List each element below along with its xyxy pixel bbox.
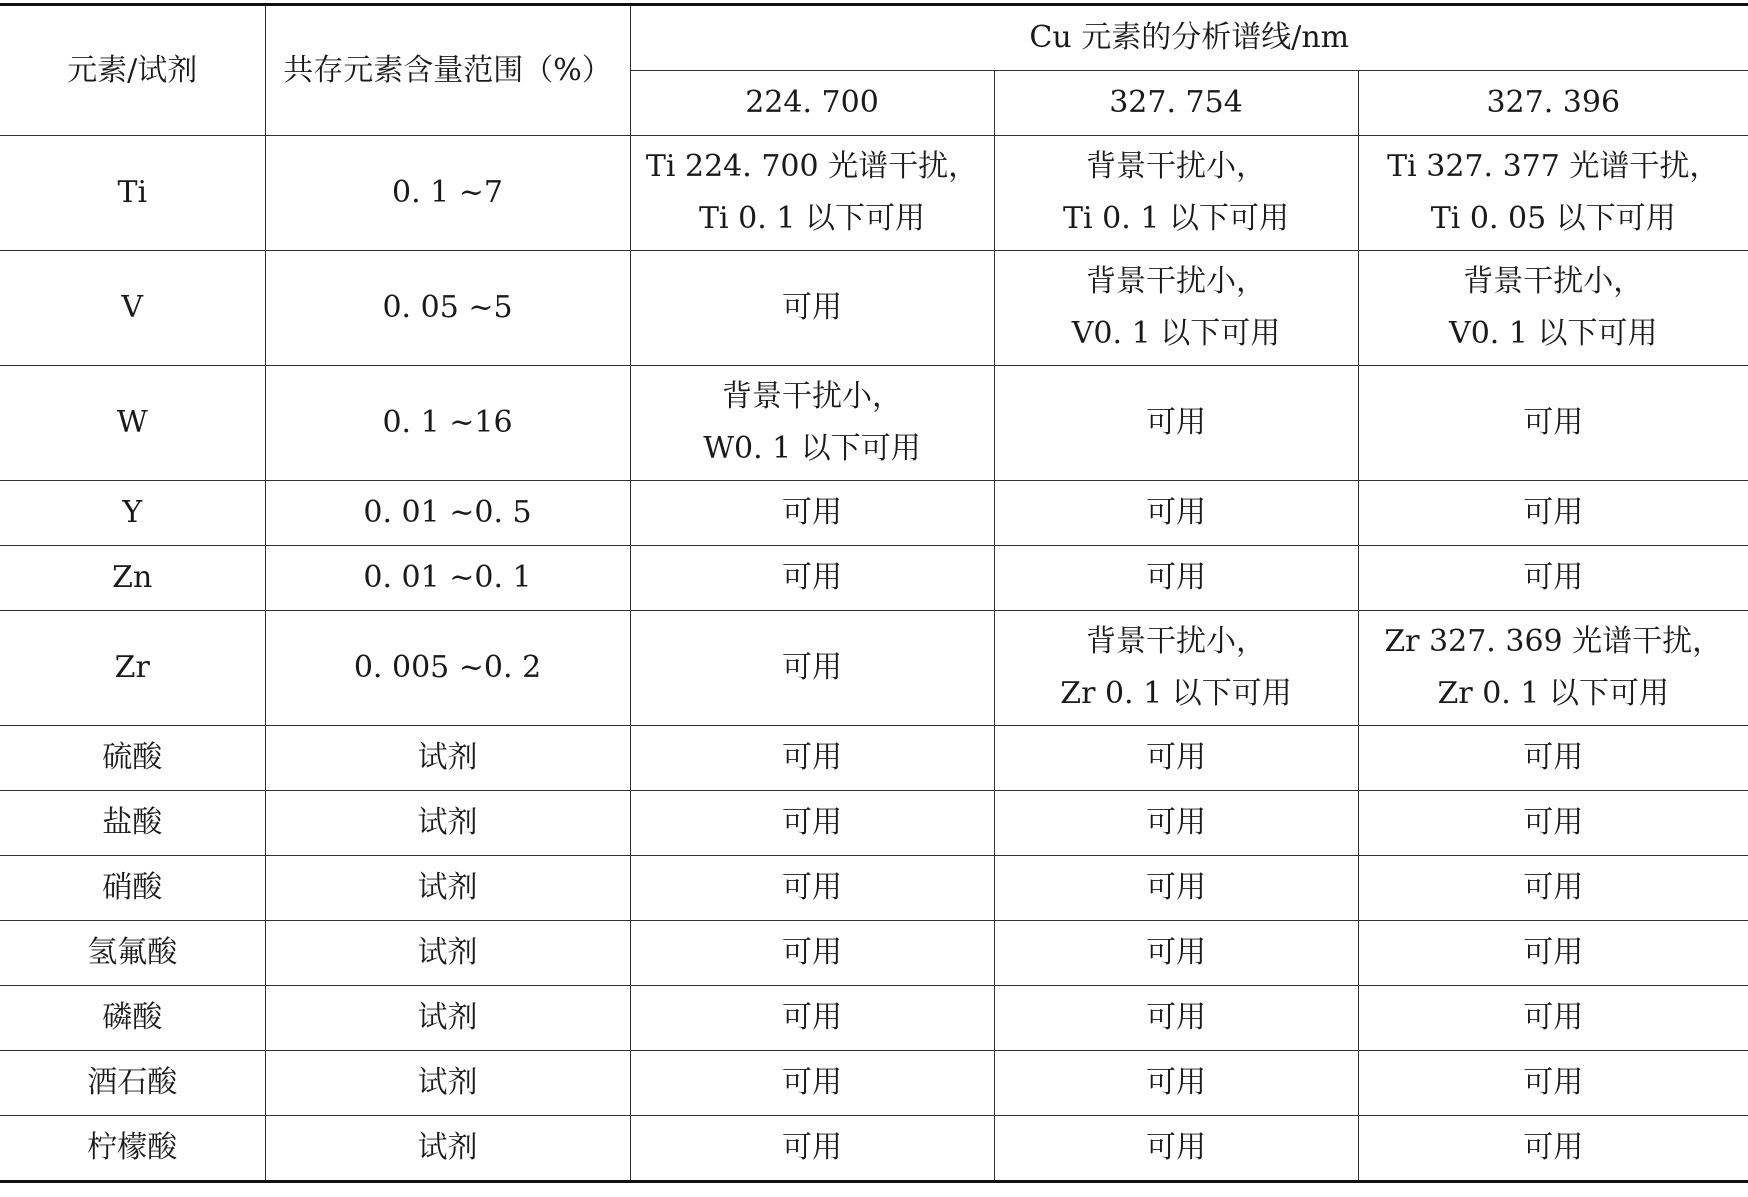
table-body	[0, 136, 1748, 1182]
cell-text-line: 可用	[1146, 1065, 1206, 1100]
cell-line-2	[994, 856, 1358, 921]
cell-text-line: 可用	[782, 935, 842, 970]
cell-line-3	[1358, 366, 1748, 481]
cell-text-line: 可用	[1523, 1000, 1584, 1035]
cell-element: Zr	[0, 611, 265, 726]
cell-text-line: V0. 1 以下可用	[1071, 316, 1281, 351]
cell-line-1	[630, 921, 994, 986]
cell-text-line: Ti 0. 1 以下可用	[1063, 201, 1289, 236]
cell-text-line: 可用	[1146, 870, 1206, 905]
header-line-2: 327. 754	[994, 71, 1358, 136]
cell-element: 酒石酸	[0, 1051, 265, 1116]
cell-text-line: 可用	[1523, 405, 1584, 440]
cell-line-2	[994, 136, 1358, 251]
cell-line-1	[630, 481, 994, 546]
cell-line-2	[994, 1116, 1358, 1182]
cell-line-3	[1358, 611, 1748, 726]
cell-line-2	[994, 251, 1358, 366]
cell-text-line: 可用	[782, 1000, 842, 1035]
cell-range: 0. 005 ~0. 2	[265, 611, 630, 726]
cell-text-line: 可用	[1146, 740, 1206, 775]
cell-text-line: 可用	[1146, 1000, 1206, 1035]
cell-line-1	[630, 611, 994, 726]
cell-range: 试剂	[265, 726, 630, 791]
cell-text-line: 可用	[782, 870, 842, 905]
cell-text-line: 可用	[1523, 1065, 1584, 1100]
cell-element: Y	[0, 481, 265, 546]
cell-text-line: 可用	[782, 650, 842, 685]
cell-text-line: Ti 0. 1 以下可用	[699, 201, 925, 236]
cell-line-1	[630, 136, 994, 251]
cell-text-line: V0. 1 以下可用	[1449, 316, 1658, 351]
cell-line-2	[994, 726, 1358, 791]
cell-text-line: 可用	[1146, 805, 1206, 840]
table-row	[0, 921, 1748, 986]
cell-line-2	[994, 366, 1358, 481]
cell-text-line: Zr 0. 1 以下可用	[1437, 676, 1670, 711]
cell-text-line: 可用	[782, 1065, 842, 1100]
cell-line-3	[1358, 251, 1748, 366]
cell-range: 试剂	[265, 856, 630, 921]
cell-range: 试剂	[265, 1051, 630, 1116]
table-row	[0, 856, 1748, 921]
cell-element: 硝酸	[0, 856, 265, 921]
cell-text-line: 背景干扰小，	[1086, 624, 1266, 659]
cell-element: W	[0, 366, 265, 481]
cell-range: 0. 01 ~0. 5	[265, 481, 630, 546]
cell-line-3	[1358, 921, 1748, 986]
cell-line-3	[1358, 136, 1748, 251]
cell-text-line: Zr 0. 1 以下可用	[1060, 676, 1292, 711]
table-row	[0, 366, 1748, 481]
cell-text-line: 可用	[782, 495, 842, 530]
cell-line-1	[630, 1116, 994, 1182]
cell-line-1	[630, 366, 994, 481]
cell-element: Zn	[0, 546, 265, 611]
cell-line-1	[630, 791, 994, 856]
header-cu-lines: Cu 元素的分析谱线/nm	[630, 5, 1748, 71]
header-line-3: 327. 396	[1358, 71, 1748, 136]
cell-line-3	[1358, 1051, 1748, 1116]
cell-text-line: 可用	[1146, 1130, 1206, 1165]
cell-text-line: 可用	[782, 560, 842, 595]
table-row	[0, 791, 1748, 856]
cell-range: 试剂	[265, 986, 630, 1051]
cell-text-line: 可用	[782, 740, 842, 775]
table-row	[0, 136, 1748, 251]
cell-text-line: 背景干扰小，	[1463, 264, 1644, 299]
cell-text-line: 背景干扰小，	[1086, 149, 1266, 184]
cell-line-3	[1358, 986, 1748, 1051]
cell-line-1	[630, 251, 994, 366]
cell-text-line: 可用	[1523, 935, 1584, 970]
cell-line-3	[1358, 481, 1748, 546]
cell-text-line: 背景干扰小，	[1086, 264, 1266, 299]
cell-text-line: Zr 327. 369 光谱干扰，	[1384, 624, 1723, 659]
cell-line-3	[1358, 726, 1748, 791]
cell-text-line: 可用	[1146, 560, 1206, 595]
cell-range: 0. 1 ~7	[265, 136, 630, 251]
cell-text-line: W0. 1 以下可用	[703, 431, 921, 466]
cell-element: 硫酸	[0, 726, 265, 791]
cell-text-line: 可用	[1523, 805, 1584, 840]
cell-element: 柠檬酸	[0, 1116, 265, 1182]
cell-range: 试剂	[265, 1116, 630, 1182]
cell-line-1	[630, 726, 994, 791]
cell-range: 试剂	[265, 791, 630, 856]
table-row	[0, 1051, 1748, 1116]
cell-line-3	[1358, 791, 1748, 856]
table-row	[0, 986, 1748, 1051]
cell-line-1	[630, 546, 994, 611]
cell-text-line: 可用	[1523, 495, 1584, 530]
cell-text-line: 可用	[1523, 1130, 1584, 1165]
cell-text-line: 可用	[782, 290, 842, 325]
cell-line-2	[994, 481, 1358, 546]
cell-text-line: 背景干扰小，	[722, 379, 902, 414]
cell-line-2	[994, 546, 1358, 611]
interference-table	[0, 3, 1748, 1183]
cell-element: Ti	[0, 136, 265, 251]
cell-text-line: Ti 224. 700 光谱干扰，	[645, 149, 979, 184]
cell-text-line: 可用	[1523, 870, 1584, 905]
cell-text-line: 可用	[1146, 405, 1206, 440]
table-row	[0, 726, 1748, 791]
cell-line-3	[1358, 856, 1748, 921]
cell-range: 0. 05 ~5	[265, 251, 630, 366]
cell-text-line: 可用	[1523, 560, 1584, 595]
cell-line-2	[994, 791, 1358, 856]
table-row	[0, 1116, 1748, 1182]
cell-text-line: Ti 327. 377 光谱干扰，	[1387, 149, 1720, 184]
cell-element: 磷酸	[0, 986, 265, 1051]
cell-text-line: 可用	[1146, 935, 1206, 970]
cell-text-line: 可用	[1523, 740, 1584, 775]
cell-range: 试剂	[265, 921, 630, 986]
cell-line-2	[994, 921, 1358, 986]
cell-element: 盐酸	[0, 791, 265, 856]
header-range: 共存元素含量范围（%）	[265, 5, 630, 136]
cell-line-1	[630, 986, 994, 1051]
cell-range: 0. 1 ~16	[265, 366, 630, 481]
cell-line-3	[1358, 546, 1748, 611]
cell-line-2	[994, 1051, 1358, 1116]
cell-element: V	[0, 251, 265, 366]
header-line-1: 224. 700	[630, 71, 994, 136]
cell-line-2	[994, 986, 1358, 1051]
header-row-1	[0, 5, 1748, 71]
cell-text-line: 可用	[1146, 495, 1206, 530]
table-row	[0, 481, 1748, 546]
cell-line-3	[1358, 1116, 1748, 1182]
cell-line-1	[630, 856, 994, 921]
cell-line-1	[630, 1051, 994, 1116]
table-row	[0, 546, 1748, 611]
table-row	[0, 251, 1748, 366]
cell-range: 0. 01 ~0. 1	[265, 546, 630, 611]
cell-line-2	[994, 611, 1358, 726]
table-row	[0, 611, 1748, 726]
cell-text-line: 可用	[782, 805, 842, 840]
cell-element: 氢氟酸	[0, 921, 265, 986]
cell-text-line: Ti 0. 05 以下可用	[1430, 201, 1676, 236]
header-element: 元素/试剂	[0, 5, 265, 136]
cell-text-line: 可用	[782, 1130, 842, 1165]
